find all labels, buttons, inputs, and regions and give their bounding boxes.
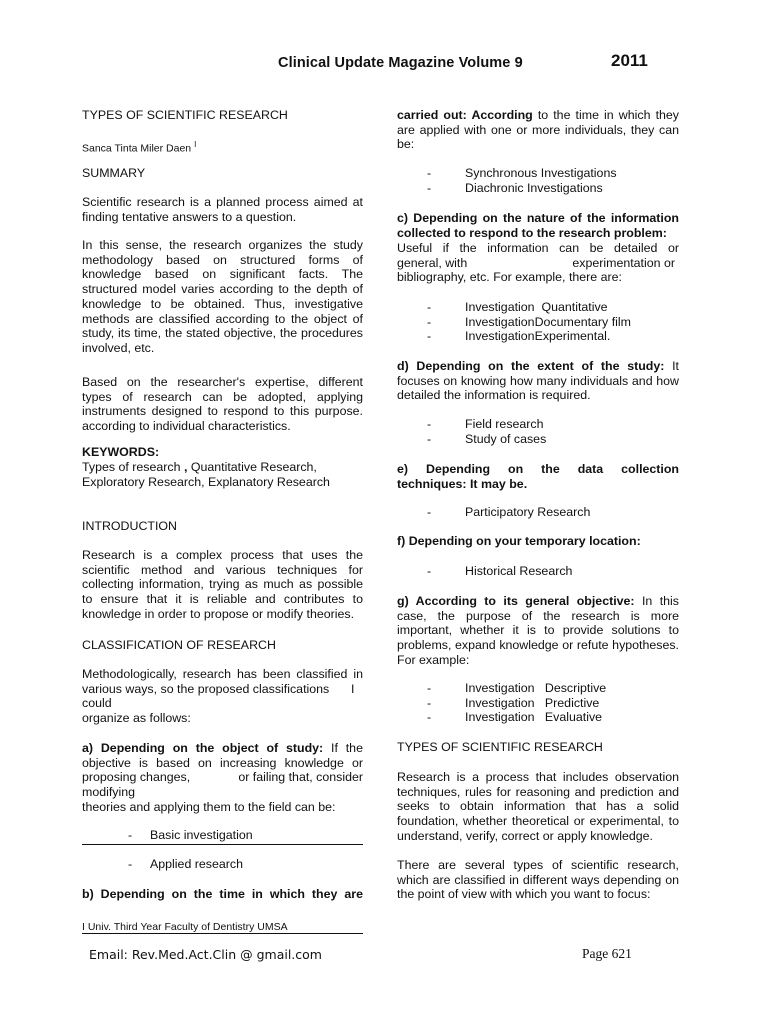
section-b-continued [397, 108, 679, 152]
summary-paragraph-2: In this sense, the research organizes the study methodology based on structured forms of knowledge based on significant facts. The structured model varies according to the depth of knowledge to be obtained. Thus, investigative methods are classified according to the object of study, its time, the stated objective, the procedures involved, etc. [82, 238, 363, 355]
section-c-text-2b: experimentation or [572, 255, 675, 270]
classification-line-4: organize as follows: [82, 711, 191, 726]
section-a-line-5: theories and applying them to the field can be: [82, 799, 336, 814]
section-b-label: b) Depending on the time in which they are [82, 887, 363, 901]
footnote: I Univ. Third Year Faculty of Dentistry UMSA [82, 921, 288, 933]
summary-paragraph-1: Scientific research is a planned process aimed at finding tentative answers to a question. [82, 195, 363, 224]
list-item: - Diachronic Investigations [397, 181, 679, 196]
dash-marker: - [128, 828, 133, 842]
section-b-cont-text: to the time in which they are applied with one or more individuals, they can be: [397, 108, 679, 152]
classification-line-2 [82, 682, 363, 697]
section-g [397, 594, 679, 668]
section-d-text: It focuses on knowing how many individuals and how detailed the information is required. [397, 359, 679, 403]
list-item: - Investigation Descriptive [397, 681, 679, 696]
keywords-heading: KEYWORDS: [82, 445, 160, 459]
section-a [82, 741, 363, 815]
page-number: Page 621 [582, 946, 632, 961]
list-item [82, 828, 363, 845]
list-item: - Investigation Evaluative [397, 710, 679, 725]
summary-heading: SUMMARY [82, 166, 146, 180]
section-g-label: g) According to its general objective: [397, 594, 635, 608]
keyword-separator: , [183, 460, 188, 474]
section-c-line-2 [397, 256, 679, 271]
issue-year: 2011 [611, 51, 648, 70]
summary-paragraph-3: Based on the researcher's expertise, different types of research can be adopted, applying instruments designed to respond to this purpose. according to individual characteristics. [82, 375, 363, 434]
section-d-label: d) Depending on the extent of the study: [397, 359, 665, 373]
section-e-label [397, 462, 679, 491]
author-line [82, 138, 196, 156]
list-item: - Investigation Quantitative [397, 300, 679, 315]
section-c-text [397, 241, 679, 285]
section-d-list [397, 417, 679, 446]
section-d [397, 359, 679, 403]
section-e-label-line-1: e) Depending on the data collection [397, 462, 679, 476]
section-c-label: c) Depending on the nature of the information collected to respond to the research problem: [397, 211, 679, 240]
author-name: Sanca Tinta Miler Daen [82, 142, 192, 155]
section-c-line-3: bibliography, etc. For example, there are: [397, 270, 622, 285]
classification-line-3: could [82, 696, 112, 711]
section-a-line-2: objective is based on increasing knowledge or [82, 755, 363, 770]
author-footnote-mark: I [194, 140, 197, 149]
article-title: TYPES OF SCIENTIFIC RESEARCH [82, 108, 288, 122]
list-item [82, 857, 363, 873]
footer-email: Email: Rev.Med.Act.Clin @ gmail.com [89, 947, 322, 962]
list-item: - Investigation Predictive [397, 696, 679, 711]
list-item: - InvestigationDocumentary film [397, 315, 679, 330]
classification-paragraph [82, 667, 363, 726]
section-e-list [397, 505, 679, 520]
keyword-quantitative: Quantitative Research, [190, 460, 317, 474]
section-a-line-4: modifying [82, 785, 136, 800]
keywords-line-2: Exploratory Research, Explanatory Research [82, 475, 330, 489]
section-f-label: f) Depending on your temporary location: [397, 534, 641, 548]
keywords-line-1 [82, 460, 363, 475]
section-a-text-1: If the [331, 741, 363, 755]
list-item: - Study of cases [397, 432, 679, 447]
section-a-line-3 [82, 770, 363, 785]
dash-marker: - [128, 857, 133, 871]
types-paragraph-2: There are several types of scientific research, which are classified in different ways depending on the point of view with which you want to focus: [397, 858, 679, 902]
classification-line-2-pronoun: I [351, 681, 355, 696]
keyword-types: Types of research [82, 460, 181, 474]
list-item: - InvestigationExperimental. [397, 329, 679, 344]
section-c-text-2a: general, with [397, 255, 468, 270]
section-a-text-3a: proposing changes, [82, 770, 191, 785]
introduction-paragraph: Research is a complex process that uses the scientific method and various techniques for collecting information, trying as much as possible to ensure that it is reliable and contributes to knowledge in order to propose or modify theories. [82, 548, 363, 621]
classification-line-1: Methodologically, research has been classified in [82, 667, 363, 681]
list-item: - Field research [397, 417, 679, 432]
section-f-list [397, 564, 679, 579]
types-heading: TYPES OF SCIENTIFIC RESEARCH [397, 740, 603, 754]
list-item: - Historical Research [397, 564, 679, 579]
section-c-list [397, 300, 679, 344]
introduction-heading: INTRODUCTION [82, 519, 177, 533]
section-g-list [397, 681, 679, 725]
list-item: - Synchronous Investigations [397, 166, 679, 181]
section-a-label: a) Depending on the object of study: [82, 741, 324, 755]
classification-heading: CLASSIFICATION OF RESEARCH [82, 638, 276, 652]
list-item-label: Applied research [150, 857, 243, 871]
classification-line-2-text: various ways, so the proposed classifications [82, 681, 330, 696]
section-b-cont-bold: carried out: According [397, 108, 533, 122]
section-a-text-3b: or failing that, consider [238, 770, 363, 785]
section-c-line-1: Useful if the information can be detailed or [397, 241, 679, 255]
magazine-title: Clinical Update Magazine Volume 9 [278, 55, 523, 71]
section-a-line-1 [82, 741, 363, 756]
types-paragraph-1: Research is a process that includes observation techniques, rules for reasoning and prediction and seeks to obtain information that has a solid foundation, whether theoretical or experimental, to understand, verify, correct or apply knowledge. [397, 770, 679, 843]
section-g-text: In this case, the purpose of the research is more important, whether it is to provide solutions to problems, expand knowledge or refute hypotheses. For example: [397, 594, 679, 667]
list-item-label: Basic investigation [150, 828, 253, 842]
list-item: - Participatory Research [397, 505, 679, 520]
section-e-label-line-2: techniques: It may be. [397, 476, 528, 491]
section-b-list [397, 166, 679, 195]
